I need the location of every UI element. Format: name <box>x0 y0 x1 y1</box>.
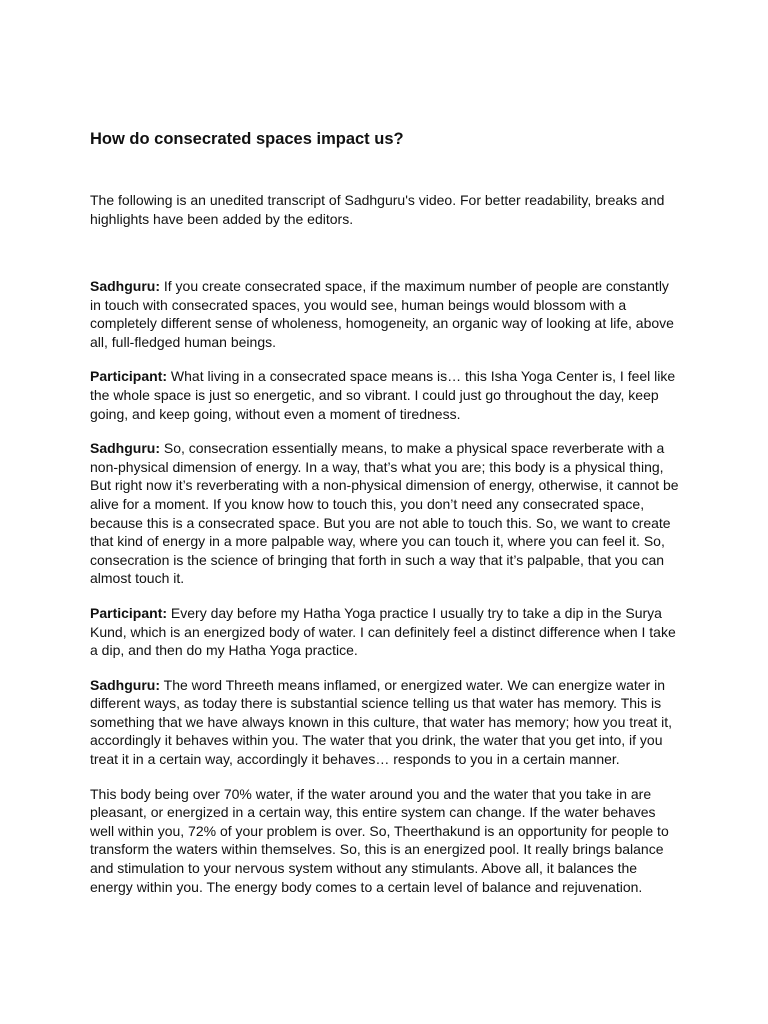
transcript-paragraph-4 <box>90 604 682 660</box>
speaker-label: Sadhguru: <box>90 440 160 457</box>
speaker-label: Sadhguru: <box>90 676 160 693</box>
speaker-label: Sadhguru: <box>90 278 160 294</box>
paragraph-text: Every day before my Hatha Yoga practice I usually try to take a dip in the Surya Kund, which is an energized body of water. I can definitely feel a distinct difference when I take a dip, and then do my Hatha Yoga practice. <box>90 604 676 659</box>
transcript-paragraph-6 <box>90 785 682 897</box>
transcript-paragraph-3 <box>90 439 682 588</box>
transcript-paragraph-1 <box>90 277 682 351</box>
page-title: How do consecrated spaces impact us? <box>90 130 404 148</box>
paragraph-text: If you create consecrated space, if the maximum number of people are constantly in touch with consecrated spaces, you would see, human beings would blossom with a completely different sense of wholeness, homogeneity, an organic way of looking at life, above all, full-fledged human beings. <box>90 278 674 350</box>
paragraph-text: This body being over 70% water, if the water around you and the water that you take in are pleasant, or energized in a certain way, this entire system can change. If the water behaves well within you, 72% of your problem is over. So, Theerthakund is an opportunity for people to transform the waters within themselves. So, this is an energized pool. It really brings balance and stimulation to your nervous system without any stimulants. Above all, it balances the energy within you. The energy body comes to a certain level of balance and rejuvenation. <box>90 785 669 895</box>
intro-paragraph: The following is an unedited transcript of Sadhguru's video. For better readability, breaks and highlights have been added by the editors. <box>90 192 665 227</box>
paragraph-text: So, consecration essentially means, to make a physical space reverberate with a non-physical dimension of energy. In a way, that’s what you are; this body is a physical thing, But right now it’s reverberating with a non-physical dimension of energy, otherwise, it cannot be alive for a moment. If you know how to touch this, you don’t need any consecrated space, because this is a consecrated space. But you are not able to touch this. So, we want to create that kind of energy in a more palpable way, where you can touch it, where you can feel it. So, consecration is the science of bringing that forth in such a way that it’s palpable, that you can almost touch it. <box>90 440 679 587</box>
transcript-paragraph-5 <box>90 676 682 769</box>
speaker-label: Participant: <box>90 604 168 621</box>
transcript-body <box>90 277 682 912</box>
transcript-paragraph-2 <box>90 367 682 423</box>
paragraph-text: The word Threeth means inflamed, or energized water. We can energize water in different ways, as today there is substantial science telling us that water has memory. This is something that we have always known in this culture, that water has memory; how you treat it, accordingly it behaves within you. The water that you drink, the water that you get into, if you treat it in a certain way, accordingly it behaves… responds to you in a certain manner. <box>90 676 673 768</box>
speaker-label: Participant: <box>90 368 168 385</box>
paragraph-text: What living in a consecrated space means is… this Isha Yoga Center is, I feel like the whole space is just so energetic, and so vibrant. I could just go throughout the day, keep going, and keep going, without even a moment of tiredness. <box>90 368 676 422</box>
